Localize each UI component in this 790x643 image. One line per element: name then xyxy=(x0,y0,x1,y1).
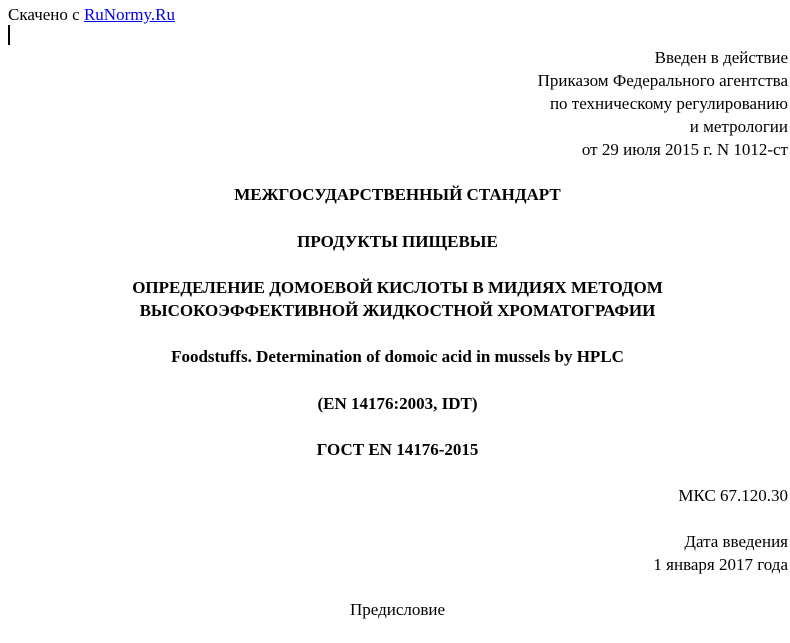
text-cursor xyxy=(8,25,10,45)
source-line xyxy=(8,3,175,26)
effective-date-label: Дата введения xyxy=(684,532,788,551)
standard-title-line-2: ВЫСОКОЭФФЕКТИВНОЙ ЖИДКОСТНОЙ ХРОМАТОГРАФИИ xyxy=(139,301,656,320)
enactment-line: Приказом Федерального агентства xyxy=(537,71,788,90)
standard-title-line-1: ОПРЕДЕЛЕНИЕ ДОМОЕВОЙ КИСЛОТЫ В МИДИЯХ МЕТОДОМ xyxy=(132,278,663,297)
source-prefix: Скачено с xyxy=(8,5,80,24)
enactment-line: от 29 июля 2015 г. N 1012-ст xyxy=(581,140,788,159)
standard-category: ПРОДУКТЫ ПИЩЕВЫЕ xyxy=(297,232,498,251)
effective-date: 1 января 2017 года xyxy=(653,555,788,574)
standard-designation: ГОСТ EN 14176-2015 xyxy=(316,440,479,459)
english-title: Foodstuffs. Determination of domoic acid in mussels by HPLC xyxy=(171,347,624,366)
enactment-line: и метрологии xyxy=(689,117,788,136)
standard-type: МЕЖГОСУДАРСТВЕННЫЙ СТАНДАРТ xyxy=(234,185,561,204)
enactment-line: по техническому регулированию xyxy=(549,94,788,113)
enactment-note xyxy=(538,46,788,161)
equivalence-note: (EN 14176:2003, IDT) xyxy=(317,394,478,413)
source-link[interactable]: RuNormy.Ru xyxy=(83,5,175,24)
mks-code: МКС 67.120.30 xyxy=(678,486,788,505)
section-heading: Предисловие xyxy=(349,600,446,619)
enactment-line: Введен в действие xyxy=(654,48,788,67)
